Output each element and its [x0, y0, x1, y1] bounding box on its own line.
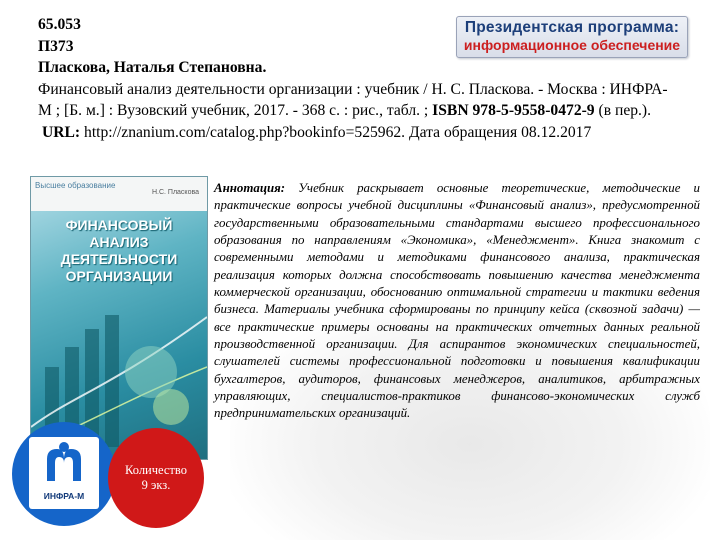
banner-title: Президентская программа: — [464, 19, 680, 36]
logo-panel — [29, 437, 99, 509]
url-link[interactable]: http://znanium.com/catalog.php?bookinfo=525962. Дата обращения 08.12.2017 — [84, 123, 592, 141]
annotation-label: Аннотация: — [214, 181, 286, 195]
cover-author: Н.С. Пласкова — [151, 189, 199, 196]
copies-value: 9 экз. — [141, 478, 171, 492]
classification-code: 65.053 — [38, 16, 81, 33]
banner-subtitle: информационное обеспечение — [463, 37, 681, 53]
book-description — [38, 79, 678, 122]
isbn: ISBN 978-5-9558-0472-9 — [432, 102, 595, 119]
author-mark: П373 — [38, 37, 74, 55]
author-name: Пласкова, Наталья Степановна. — [38, 59, 267, 76]
copies-label: Количество — [125, 463, 187, 477]
infra-m-logo-icon — [29, 437, 99, 493]
infra-m-logo-badge — [12, 422, 116, 526]
cover-series-logo: Высшее образование — [35, 181, 116, 190]
url-line — [38, 122, 678, 144]
binding-note: (в пер.). — [598, 102, 652, 119]
description-text: Финансовый анализ деятельности организации : учебник / Н. С. Пласкова. - Москва : ИНФРА-М ; [Б. м.] : Вузовский учебник, 2017. - 368 с. : рис., табл. ; — [38, 80, 668, 119]
annotation-text: Учебник раскрывает основные теоретические, методические и практические вопросы учебной дисциплины «Финансовый анализ», предусмотренной государственными образовательными стандартами высшего профессионального образования по направлениям «Экономика», «Менеджмент». Книга знакомит с современными методами и методиками финансового анализа, практическая реализация которых должна способствовать повышению качества менеджмента коммерческой организации, обоснованию оптимальной стратегии и тактики ведения бизнеса. Материалы учебника сформированы по принципу кейса (сквозной задачи) — все практические примеры основаны на практических отчетных данных реальной производственной организации. Для аспирантов экономических специальностей, слушателей системы профессиональной подготовки и повышения квалификации бухгалтеров, аудиторов, финансовых менеджеров, аналитиков, арбитражных управляющих, специалистов-практиков финансово-экономических служб предпринимательских организаций. — [214, 181, 700, 421]
publisher-brand: ИНФРА-М — [43, 491, 85, 501]
annotation-block — [214, 180, 700, 423]
copies-count-badge — [108, 428, 204, 528]
presidential-program-banner — [456, 16, 688, 58]
url-label: URL: — [42, 123, 81, 141]
cover-title: ФИНАНСОВЫЙ АНАЛИЗ ДЕЯТЕЛЬНОСТИ ОРГАНИЗАЦИИ — [60, 217, 178, 284]
book-cover — [30, 176, 208, 460]
